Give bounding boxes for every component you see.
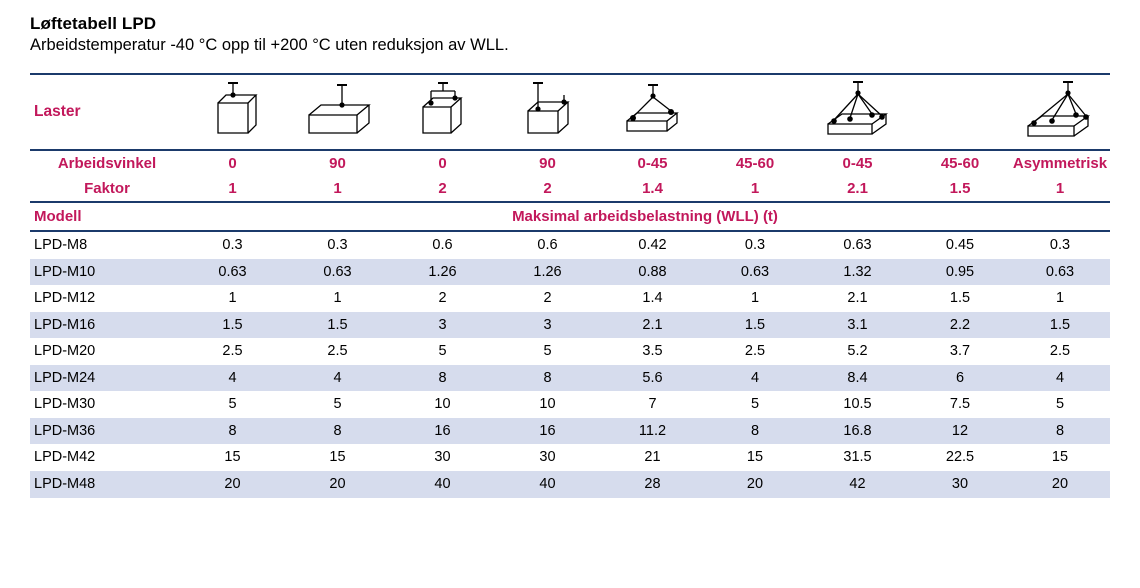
cell-value: 30 bbox=[539, 449, 556, 466]
cell-value: 1.26 bbox=[495, 259, 600, 286]
pictogram-cell-1 bbox=[180, 74, 285, 150]
cell-value: 15 bbox=[224, 449, 241, 466]
cell-value: 20 bbox=[705, 471, 805, 498]
cell-value: 11.2 bbox=[600, 418, 705, 445]
cell-value: 0.3 bbox=[1049, 237, 1071, 254]
cell-value: 0.88 bbox=[600, 259, 705, 286]
factor-value-4: 2 bbox=[495, 176, 600, 202]
model-name: LPD-M24 bbox=[30, 365, 180, 392]
lifting-table bbox=[30, 73, 1110, 498]
cell-value: 20 bbox=[1010, 471, 1110, 498]
cell-value: 0.42 bbox=[638, 237, 667, 254]
cell-value: 8 bbox=[705, 418, 805, 445]
cell-value: 16 bbox=[390, 418, 495, 445]
model-name: LPD-M16 bbox=[30, 312, 180, 339]
single-leg-horizontal-box-icon bbox=[295, 125, 381, 142]
cell-value: 2.1 bbox=[847, 290, 868, 307]
cell-value: 3.5 bbox=[642, 343, 663, 360]
table-row bbox=[30, 471, 1110, 498]
cell-value: 1.5 bbox=[705, 312, 805, 339]
cell-value: 10 bbox=[434, 396, 451, 413]
page-title: Løftetabell LPD bbox=[30, 14, 157, 33]
cell-value: 3 bbox=[390, 312, 495, 339]
table-row bbox=[30, 259, 1110, 286]
cell-value: 2.2 bbox=[910, 312, 1010, 339]
angle-value-7: 0-45 bbox=[842, 155, 873, 172]
cell-value: 10 bbox=[539, 396, 556, 413]
cell-value: 1.5 bbox=[285, 312, 390, 339]
cell-value: 30 bbox=[434, 449, 451, 466]
angle-value-1: 0 bbox=[228, 155, 237, 172]
cell-value: 3 bbox=[495, 312, 600, 339]
cell-value: 4 bbox=[705, 365, 805, 392]
factor-value-2: 1 bbox=[285, 176, 390, 202]
cell-value: 8 bbox=[495, 365, 600, 392]
pictogram-cell-8 bbox=[910, 74, 1010, 150]
cell-value: 0.63 bbox=[705, 259, 805, 286]
cell-value: 2.5 bbox=[1049, 343, 1071, 360]
model-name: LPD-M12 bbox=[34, 290, 96, 307]
factor-value-1: 1 bbox=[180, 176, 285, 202]
cell-value: 15 bbox=[329, 449, 346, 466]
four-leg-box-icon bbox=[810, 126, 906, 143]
two-leg-vertical-box-icon bbox=[508, 125, 588, 142]
table-row bbox=[30, 444, 1110, 471]
cell-value: 0.63 bbox=[285, 259, 390, 286]
cell-value: 42 bbox=[805, 471, 910, 498]
angle-value-5: 0-45 bbox=[637, 155, 668, 172]
cell-value: 0.6 bbox=[432, 237, 453, 254]
table-row bbox=[30, 231, 1110, 259]
cell-value: 1.4 bbox=[642, 290, 663, 307]
pictogram-cell-9 bbox=[1010, 74, 1110, 150]
model-name: LPD-M30 bbox=[34, 396, 96, 413]
cell-value: 3.7 bbox=[949, 343, 971, 360]
cell-value: 31.5 bbox=[843, 449, 872, 466]
factor-value-8: 1.5 bbox=[910, 176, 1010, 202]
working-angle-row bbox=[30, 150, 1110, 176]
model-name: LPD-M20 bbox=[34, 343, 96, 360]
cell-value: 2.5 bbox=[744, 343, 766, 360]
cell-value: 5 bbox=[438, 343, 447, 360]
angle-value-6: 45-60 bbox=[735, 155, 775, 172]
cell-value: 0.6 bbox=[537, 237, 558, 254]
cell-value: 10.5 bbox=[843, 396, 872, 413]
cell-value: 2.5 bbox=[327, 343, 348, 360]
model-name: LPD-M10 bbox=[30, 259, 180, 286]
cell-value: 5 bbox=[333, 396, 342, 413]
model-name: LPD-M42 bbox=[34, 449, 96, 466]
cell-value: 30 bbox=[910, 471, 1010, 498]
cell-value: 40 bbox=[390, 471, 495, 498]
model-name: LPD-M48 bbox=[30, 471, 180, 498]
cell-value: 21 bbox=[644, 449, 661, 466]
cell-value: 20 bbox=[180, 471, 285, 498]
cell-value: 2.1 bbox=[600, 312, 705, 339]
cell-value: 8 bbox=[1010, 418, 1110, 445]
angle-value-3: 0 bbox=[438, 155, 447, 172]
cell-value: 15 bbox=[1051, 449, 1069, 466]
cell-value: 6 bbox=[910, 365, 1010, 392]
page-subtitle: Arbeidstemperatur -40 °C opp til +200 °C uten reduksjon av WLL. bbox=[30, 36, 509, 54]
factor-value-3: 2 bbox=[390, 176, 495, 202]
cell-value: 8 bbox=[180, 418, 285, 445]
two-leg-vertical-cube-icon bbox=[405, 125, 481, 142]
cell-value: 40 bbox=[495, 471, 600, 498]
table-row bbox=[30, 391, 1110, 418]
single-leg-vertical-cube-icon bbox=[198, 125, 268, 142]
cell-value: 0.3 bbox=[327, 237, 348, 254]
model-name: LPD-M36 bbox=[30, 418, 180, 445]
cell-value: 0.63 bbox=[843, 237, 872, 254]
cell-value: 5.6 bbox=[600, 365, 705, 392]
cell-value: 16.8 bbox=[805, 418, 910, 445]
cell-value: 8.4 bbox=[805, 365, 910, 392]
cell-value: 1 bbox=[333, 290, 342, 307]
model-header-row bbox=[30, 202, 1110, 231]
cell-value: 4 bbox=[180, 365, 285, 392]
cell-value: 1 bbox=[228, 290, 237, 307]
cell-value: 5 bbox=[543, 343, 552, 360]
row-label-angle: Arbeidsvinkel bbox=[57, 155, 157, 172]
angle-value-2: 90 bbox=[329, 155, 346, 172]
wll-header: Maksimal arbeidsbelastning (WLL) (t) bbox=[180, 202, 1110, 231]
cell-value: 7 bbox=[648, 396, 657, 413]
cell-value: 5 bbox=[1055, 396, 1065, 413]
table-row bbox=[30, 418, 1110, 445]
cell-value: 3.1 bbox=[805, 312, 910, 339]
table-row bbox=[30, 285, 1110, 312]
cell-value: 0.3 bbox=[222, 237, 243, 254]
angle-value-8: 45-60 bbox=[940, 155, 980, 172]
cell-value: 4 bbox=[285, 365, 390, 392]
cell-value: 1 bbox=[1055, 290, 1065, 307]
model-name: LPD-M8 bbox=[34, 237, 88, 254]
cell-value: 1.5 bbox=[949, 290, 971, 307]
cell-value: 7.5 bbox=[949, 396, 971, 413]
cell-value: 1.32 bbox=[805, 259, 910, 286]
asymmetric-four-leg-box-icon bbox=[1012, 126, 1108, 143]
loads-header-row bbox=[30, 74, 1110, 150]
cell-value: 5 bbox=[750, 396, 760, 413]
cell-value: 28 bbox=[600, 471, 705, 498]
table-row bbox=[30, 312, 1110, 339]
pictogram-cell-3 bbox=[390, 74, 495, 150]
row-label-loads: Laster bbox=[30, 74, 180, 150]
cell-value: 0.63 bbox=[1010, 259, 1110, 286]
row-label-factor: Faktor bbox=[30, 176, 180, 202]
table-row bbox=[30, 338, 1110, 365]
cell-value: 2 bbox=[543, 290, 552, 307]
factor-value-5: 1.4 bbox=[600, 176, 705, 202]
cell-value: 0.63 bbox=[180, 259, 285, 286]
angle-value-4: 90 bbox=[539, 155, 556, 172]
cell-value: 16 bbox=[495, 418, 600, 445]
cell-value: 8 bbox=[285, 418, 390, 445]
cell-value: 15 bbox=[746, 449, 764, 466]
pictogram-cell-5 bbox=[600, 74, 705, 150]
cell-value: 0.3 bbox=[744, 237, 766, 254]
cell-value: 0.95 bbox=[910, 259, 1010, 286]
cell-value: 1.5 bbox=[1010, 312, 1110, 339]
row-label-model: Modell bbox=[30, 202, 180, 231]
cell-value: 2 bbox=[438, 290, 447, 307]
cell-value: 5.2 bbox=[847, 343, 868, 360]
factor-row bbox=[30, 176, 1110, 202]
cell-value: 2.5 bbox=[222, 343, 243, 360]
factor-value-7: 2.1 bbox=[805, 176, 910, 202]
cell-value: 12 bbox=[910, 418, 1010, 445]
cell-value: 4 bbox=[1010, 365, 1110, 392]
pictogram-cell-7 bbox=[805, 74, 910, 150]
cell-value: 22.5 bbox=[945, 449, 975, 466]
angle-value-9: Asymmetrisk bbox=[1012, 155, 1108, 172]
cell-value: 1.26 bbox=[390, 259, 495, 286]
pictogram-cell-4 bbox=[495, 74, 600, 150]
cell-value: 0.45 bbox=[945, 237, 975, 254]
cell-value: 5 bbox=[228, 396, 237, 413]
pictogram-cell-2 bbox=[285, 74, 390, 150]
cell-value: 20 bbox=[285, 471, 390, 498]
cell-value: 1 bbox=[750, 290, 760, 307]
factor-value-9: 1 bbox=[1010, 176, 1110, 202]
table-row bbox=[30, 365, 1110, 392]
pictogram-cell-6 bbox=[705, 74, 805, 150]
two-leg-angled-box-icon bbox=[607, 125, 699, 142]
factor-value-6: 1 bbox=[705, 176, 805, 202]
cell-value: 8 bbox=[390, 365, 495, 392]
cell-value: 1.5 bbox=[180, 312, 285, 339]
